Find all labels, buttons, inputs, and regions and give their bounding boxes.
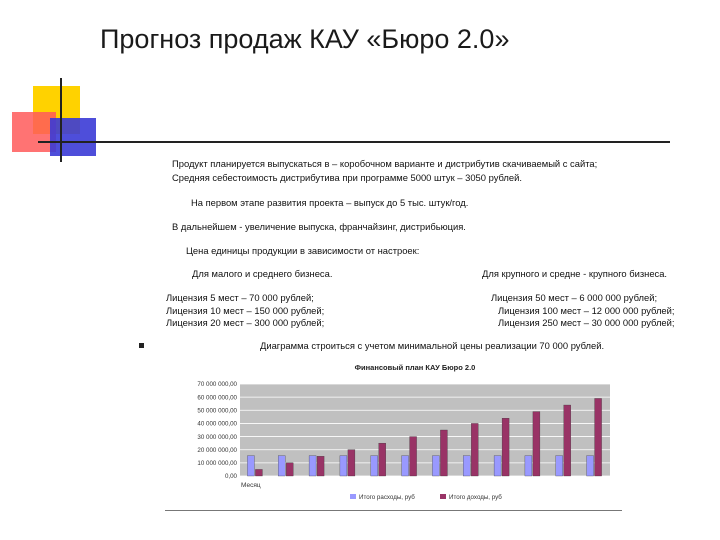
small-license-1: Лицензия 5 мест – 70 000 рублей; bbox=[166, 292, 314, 303]
bar-income bbox=[317, 456, 324, 476]
decor-vertical-line bbox=[60, 78, 62, 162]
legend-label: Итого доходы, руб bbox=[449, 494, 502, 501]
bar-expenses bbox=[587, 456, 594, 476]
y-tick-label: 70 000 000,00 bbox=[197, 381, 237, 389]
financial-chart bbox=[165, 360, 625, 512]
bar-expenses bbox=[494, 456, 501, 476]
bar-expenses bbox=[309, 456, 316, 476]
bar-income bbox=[348, 450, 355, 476]
bar-income bbox=[255, 469, 262, 476]
bar-income bbox=[471, 423, 478, 476]
text-line-2: Средняя себестоимость дистрибутива при программе 5000 штук – 3050 рублей. bbox=[172, 172, 522, 183]
large-license-2: Лицензия 100 мест – 12 000 000 рублей; bbox=[498, 305, 675, 316]
y-tick-label: 40 000 000,00 bbox=[197, 420, 237, 428]
bar-income bbox=[379, 443, 386, 476]
chart-bottom-border bbox=[165, 510, 622, 511]
x-axis-label: Месяц bbox=[241, 482, 261, 489]
bar-expenses bbox=[432, 456, 439, 476]
y-tick-label: 10 000 000,00 bbox=[197, 460, 237, 468]
large-license-1: Лицензия 50 мест – 6 000 000 рублей; bbox=[491, 292, 658, 303]
bar-expenses bbox=[340, 456, 347, 476]
bar-income bbox=[533, 412, 540, 476]
y-tick-label: 20 000 000,00 bbox=[197, 446, 237, 454]
small-license-2: Лицензия 10 мест – 150 000 рублей; bbox=[166, 305, 325, 316]
legend-swatch bbox=[440, 494, 446, 499]
y-tick-label: 60 000 000,00 bbox=[197, 394, 237, 402]
text-line-4: В дальнейшем - увеличение выпуска, франчайзинг, дистрибьюция. bbox=[172, 221, 466, 232]
bar-income bbox=[440, 430, 447, 476]
small-business-header: Для малого и среднего бизнеса. bbox=[192, 268, 333, 279]
legend-label: Итого расходы, руб bbox=[359, 494, 415, 501]
decor-blue-square bbox=[50, 118, 96, 156]
bar-income bbox=[286, 463, 293, 476]
chart-title: Финансовый план КАУ Бюро 2.0 bbox=[354, 363, 476, 372]
y-tick-label: 30 000 000,00 bbox=[197, 433, 237, 441]
bar-expenses bbox=[556, 456, 563, 476]
page-title: Прогноз продаж КАУ «Бюро 2.0» bbox=[100, 24, 510, 54]
bar-expenses bbox=[525, 456, 532, 476]
bar-expenses bbox=[371, 456, 378, 476]
bar-income bbox=[564, 405, 571, 476]
bar-income bbox=[410, 437, 417, 476]
large-license-3: Лицензия 250 мест – 30 000 000 рублей; bbox=[498, 317, 675, 328]
text-line-5: Цена единицы продукции в зависимости от настроек: bbox=[186, 245, 420, 256]
large-business-header: Для крупного и средне - крупного бизнеса. bbox=[482, 268, 668, 279]
text-line-1: Продукт планируется выпускаться в – коробочном варианте и дистрибутив скачиваемый с сайта; bbox=[172, 158, 598, 169]
y-tick-label: 50 000 000,00 bbox=[197, 407, 237, 415]
text-line-3: На первом этапе развития проекта – выпуск до 5 тыс. штук/год. bbox=[191, 197, 469, 208]
legend-swatch bbox=[350, 494, 356, 499]
bar-expenses bbox=[278, 456, 285, 476]
small-license-3: Лицензия 20 мест – 300 000 рублей; bbox=[166, 317, 325, 328]
bar-expenses bbox=[402, 456, 409, 476]
y-tick-label: 0,00 bbox=[224, 473, 237, 481]
plot-area bbox=[240, 384, 610, 476]
bullet-text: Диаграмма строиться с учетом минимальной цены реализации 70 000 рублей. bbox=[260, 340, 605, 351]
bar-expenses bbox=[463, 456, 470, 476]
decor-horizontal-line bbox=[38, 141, 670, 143]
bar-income bbox=[502, 418, 509, 476]
bar-expenses bbox=[247, 456, 254, 476]
bullet-square-icon bbox=[139, 343, 144, 348]
bar-income bbox=[595, 398, 602, 476]
